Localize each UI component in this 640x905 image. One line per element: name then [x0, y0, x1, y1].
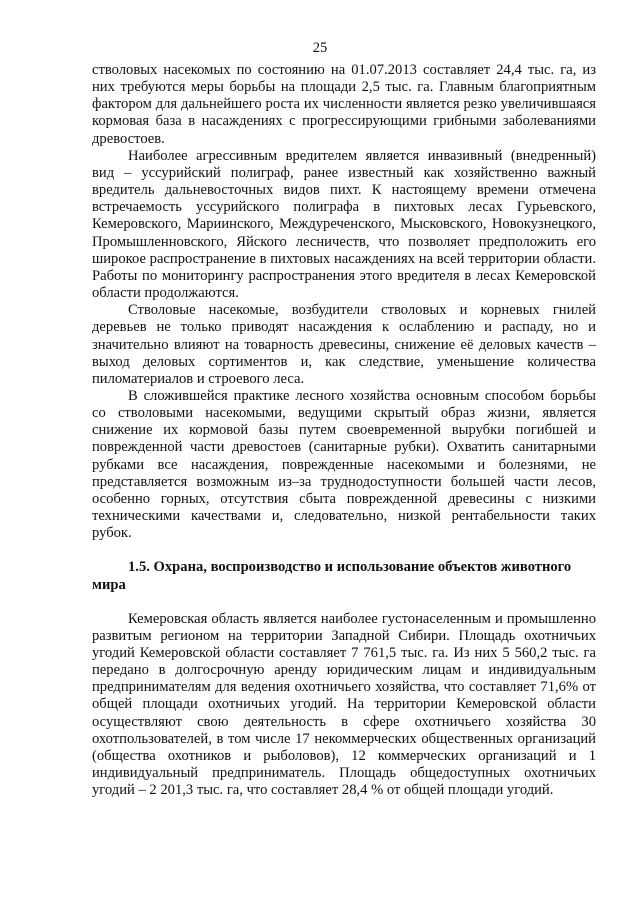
paragraph-timber-quality: Стволовые насекомые, возбудители стволовых и корневых гнилей деревьев не только приводят насаждения к ослаблению и распаду, но и значительно влияют на товарность древесины, снижение её деловых качеств – выход деловых сортиментов и, как следствие, уменьшение количества пиломатериалов и строевого леса.: [92, 302, 596, 387]
page-content: [92, 62, 596, 799]
section-heading: 1.5. Охрана, воспроизводство и использование объектов животного мира: [92, 559, 572, 593]
paragraph-hunting-grounds: Кемеровская область является наиболее густонаселенным и промышленно развитым регионом на территории Западной Сибири. Площадь охотничьих угодий Кемеровской области составляет 7 761,5 тыс. га. Из них 5 560,2 тыс. га передано в долгосрочную аренду юридическим лицам и индивидуальным предпринимателям для ведения охотничьего хозяйства, что составляет 71,6% от общей площади охотничьих угодий. На территории Кемеровской области осуществляют свою деятельность в сфере охотничьего хозяйства 30 охотпользователей, в том числе 17 некоммерческих общественных организаций (общества охотников и рыболовов), 12 коммерческих организаций и 1 индивидуальный предприниматель. Площадь общедоступных охотничьих угодий – 2 201,3 тыс. га, что составляет 28,4 % от общей площади угодий.: [92, 610, 596, 799]
paragraph-stem-pests-area: стволовых насекомых по состоянию на 01.07.2013 составляет 24,4 тыс. га, из них требуются меры борьбы на площади 2,5 тыс. га. Главным благоприятным фактором для дальнейшего роста их численности является резко увеличившаяся кормовая база в насаждениях с прогрессирующими грибными заболеваниями древостоев.: [92, 62, 596, 147]
paragraph-ussuri-polygraph: Наиболее агрессивным вредителем является инвазивный (внедренный) вид – уссурийский полиграф, ранее известный как хозяйственно важный вредитель дальневосточных видов пихт. К настоящему времени отмечена встречаемость уссурийского полиграфа в пихтовых лесах Гурьевского, Кемеровского, Мариинского, Междуреченского, Мысковского, Новокузнецкого, Промышленновского, Яйского лесничеств, что позволяет предположить его широкое распространение в пихтовых насаждениях на всей территории области. Работы по мониторингу распространения этого вредителя в лесах Кемеровской области продолжаются.: [92, 147, 596, 302]
paragraph-sanitary-felling: В сложившейся практике лесного хозяйства основным способом борьбы со стволовыми насекомыми, ведущими скрытый образ жизни, является снижение их кормовой базы путем своевременной вырубки погибшей и поврежденной части древостоев (санитарные рубки). Охватить санитарными рубками все насаждения, поврежденные насекомыми и болезнями, не представляется возможным из–за труднодоступности большей части лесов, особенно горных, отсутствия сбыта поврежденной древесины с низкими техническими качествами и, следовательно, низкой рентабельности таких рубок.: [92, 387, 596, 542]
page-number: 25: [312, 40, 328, 56]
